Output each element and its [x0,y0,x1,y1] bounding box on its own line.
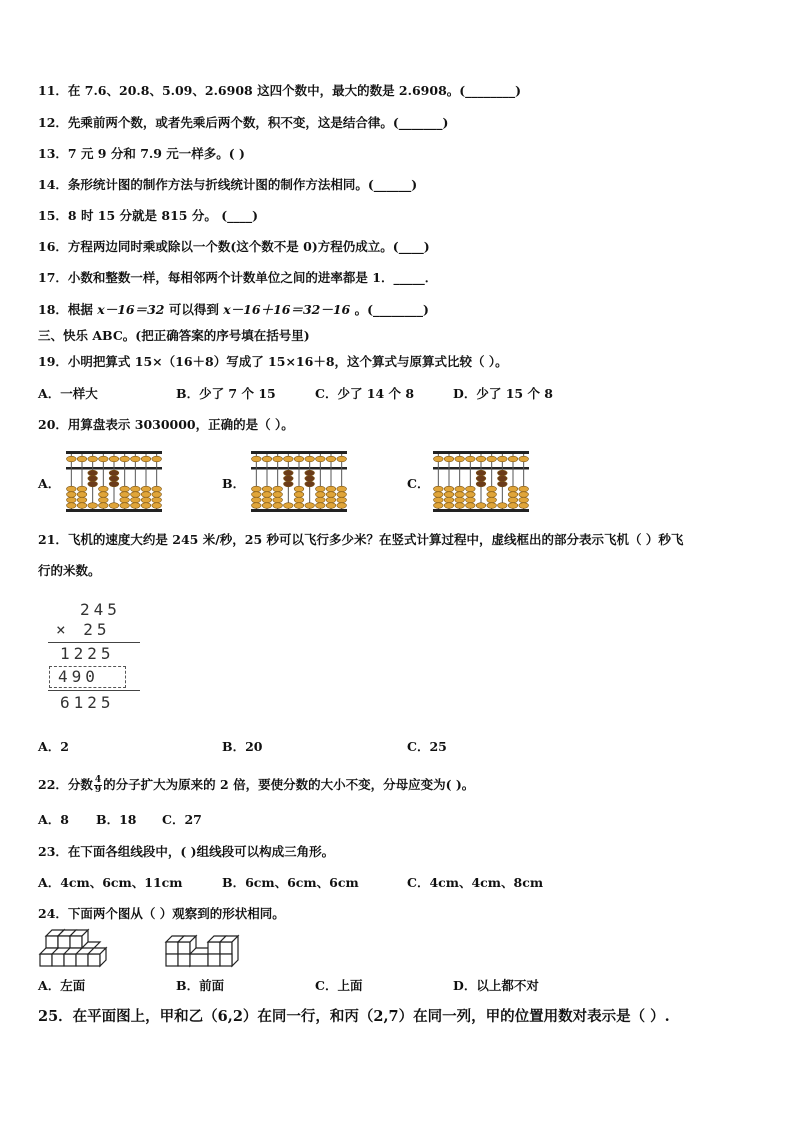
abacus-bead [109,476,119,482]
abacus-bead [77,456,87,462]
question-19: 19．小明把算式 15×（16＋8）写成了 15×16＋8，这个算式与原算式比较（ ）。 [38,354,508,369]
abacus-bead [131,486,141,492]
abacus-bead [444,503,454,509]
abacus-bead [284,476,294,482]
q22-suffix: 的分子扩大为原来的 2 倍，要使分数的大小不变，分母应变为( )。 [103,777,475,792]
abacus-bead [498,481,508,487]
abacus-bead [434,492,444,498]
abacus-bead [120,497,130,503]
abacus-bead [294,492,304,498]
question-13: 13．7 元 9 分和 7.9 元一样多。( ) [38,146,245,161]
calc-rule-1 [48,642,140,643]
abacus-bead [434,497,444,503]
abacus-bead [99,492,109,498]
abacus-bead [434,456,444,462]
abacus-bead [294,503,304,509]
abacus-bead [77,486,87,492]
abacus-bead [273,503,283,509]
abacus-bead [466,456,476,462]
abacus-bead [273,492,283,498]
abacus-bead [141,486,151,492]
abacus-bead [131,497,141,503]
abacus-bead [487,497,497,503]
q21-option-b[interactable]: B．20 [222,739,263,754]
q19-option-c[interactable]: C．少了 14 个 8 [315,386,415,401]
abacus-bead [519,492,529,498]
abacus-bead [337,497,347,503]
q24-figure-1-cubes [38,928,108,968]
question-24: 24．下面两个图从（ ）观察到的形状相同。 [38,906,285,921]
q20-option-b[interactable]: B． [222,476,246,491]
q19-option-b[interactable]: B．少了 7 个 15 [176,386,276,401]
q22-options [38,812,738,828]
abacus-bead [519,486,529,492]
abacus-bead [326,456,336,462]
abacus-bead [455,497,465,503]
question-16: 16．方程两边同时乘或除以一个数(这个数不是 0)方程仍成立。(____) [38,239,430,254]
abacus-bead [466,492,476,498]
abacus-bead [67,486,77,492]
abacus-bead [77,497,87,503]
abacus-bead [316,497,326,503]
abacus-bead [305,481,315,487]
abacus-top-frame [66,451,162,454]
abacus-bead [294,456,304,462]
abacus-bead [316,492,326,498]
abacus-bead [131,456,141,462]
abacus-bottom-frame [433,509,529,512]
abacus-bead [284,456,294,462]
abacus-top-frame [251,451,347,454]
abacus-c-image [433,451,529,513]
calc-row-6125: 6125 [60,693,115,712]
q22-numerator: 4 [94,775,102,785]
abacus-bead [273,497,283,503]
abacus-bead [337,456,347,462]
q23-option-c[interactable]: C．4cm、4cm、8cm [407,875,544,890]
abacus-bead [67,497,77,503]
abacus-bead [444,492,454,498]
abacus-bead [262,456,272,462]
q19-option-d[interactable]: D．少了 15 个 8 [453,386,553,401]
q19-options [38,386,738,402]
abacus-bead [466,497,476,503]
abacus-bead [305,470,315,476]
abacus-bead [152,456,162,462]
calc-row-times-25: × 25 [56,620,111,639]
abacus-bead [487,456,497,462]
abacus-bead [455,492,465,498]
abacus-bead [316,486,326,492]
question-23: 23．在下面各组线段中，( )组线段可以构成三角形。 [38,844,335,859]
abacus-bead [444,456,454,462]
abacus-bead [109,503,119,509]
abacus-bead [284,470,294,476]
abacus-bead [326,492,336,498]
abacus-bottom-frame [251,509,347,512]
abacus-bead [455,486,465,492]
abacus-bead [326,486,336,492]
abacus-bead [337,503,347,509]
abacus-bead [141,492,151,498]
abacus-bead [77,503,87,509]
q18-suffix: 。(________) [350,302,429,317]
abacus-bead [476,476,486,482]
question-18 [38,302,429,318]
calc-row-1225: 1225 [60,644,115,663]
abacus-bead [67,492,77,498]
abacus-bead [508,497,518,503]
q19-option-a[interactable]: A．一样大 [38,386,98,401]
abacus-bead [252,456,262,462]
calc-row-490: 490 [58,667,99,686]
abacus-bead [294,497,304,503]
abacus-bead [476,481,486,487]
abacus-bead [141,497,151,503]
abacus-bead [294,486,304,492]
abacus-bead [487,486,497,492]
abacus-bead [120,456,130,462]
abacus-bead [487,492,497,498]
abacus-bead [262,492,272,498]
q22-prefix: 22．分数 [38,777,93,792]
abacus-bead [99,486,109,492]
abacus-bead [519,456,529,462]
q18-equation-1: x－16＝32 [97,302,165,317]
abacus-bead [67,456,77,462]
abacus-bead [305,503,315,509]
q18-equation-2: x－16＋16＝32－16 [223,302,351,317]
abacus-bead [337,486,347,492]
q21-option-a[interactable]: A．2 [38,739,69,754]
q22-denominator: 9 [94,785,102,795]
abacus-bead [466,503,476,509]
abacus-b-image [251,451,347,513]
abacus-a-image [66,451,162,513]
abacus-bead [284,481,294,487]
abacus-bead [131,503,141,509]
abacus-bead [88,476,98,482]
abacus-bead [262,486,272,492]
q24-option-a[interactable]: A．左面 [38,978,86,993]
q22-option-c[interactable]: C．27 [162,812,202,827]
question-20: 20．用算盘表示 3030000，正确的是（ ）。 [38,417,294,432]
abacus-bottom-frame [66,509,162,512]
q20-option-a[interactable]: A． [38,476,61,491]
abacus-bead [498,470,508,476]
abacus-bead [434,486,444,492]
abacus-bead [305,476,315,482]
abacus-bead [88,481,98,487]
abacus-bead [152,492,162,498]
question-25: 25．在平面图上，甲和乙（6,2）在同一行，和丙（2,7）在同一列，甲的位置用数对表示是（ ）. [38,1008,670,1025]
section-3-heading: 三、快乐 ABC。(把正确答案的序号填在括号里) [38,328,310,343]
question-22 [38,773,474,797]
abacus-bead [444,486,454,492]
abacus-bead [466,486,476,492]
abacus-bead [434,503,444,509]
q18-mid: 可以得到 [164,302,224,317]
abacus-bead [508,456,518,462]
q24-option-b[interactable]: B．前面 [176,978,225,993]
question-12: 12．先乘前两个数，或者先乘后两个数，积不变，这是结合律。(_______) [38,115,449,130]
question-21-line-1: 21．飞机的速度大约是 245 米/秒，25 秒可以飞行多少米？在竖式计算过程中，虚线框出的部分表示飞机（ ）秒飞 [38,532,684,547]
abacus-bead [252,503,262,509]
abacus-bead [88,503,98,509]
q21-option-c[interactable]: C．25 [407,739,447,754]
abacus-bead [305,456,315,462]
abacus-bead [252,497,262,503]
abacus-bead [284,503,294,509]
abacus-bead [476,503,486,509]
question-21-line-2: 行的米数。 [38,563,101,578]
q23-option-b[interactable]: B．6cm、6cm、6cm [222,875,359,890]
abacus-bead [88,470,98,476]
question-11: 11．在 7.6、20.8、5.09、2.6908 这四个数中，最大的数是 2.6908。(________) [38,83,522,98]
abacus-bead [487,503,497,509]
abacus-bead [252,492,262,498]
q21-options [38,739,738,755]
q24-option-d[interactable]: D．以上都不对 [453,978,539,993]
abacus-bead [152,486,162,492]
question-17: 17．小数和整数一样，每相邻两个计数单位之间的进率都是 1．_____． [38,270,438,285]
abacus-bead [109,456,119,462]
calc-row-245: 245 [80,600,121,619]
abacus-bead [508,486,518,492]
q22-fraction [94,776,102,795]
q24-options [38,978,738,994]
abacus-bead [316,456,326,462]
abacus-bead [152,503,162,509]
abacus-bead [99,456,109,462]
abacus-bead [99,503,109,509]
abacus-bead [88,456,98,462]
abacus-bead [498,476,508,482]
abacus-bead [141,456,151,462]
q24-option-c[interactable]: C．上面 [315,978,363,993]
abacus-bead [273,456,283,462]
abacus-bead [326,503,336,509]
abacus-bead [252,486,262,492]
q22-option-a[interactable]: A．8 [38,812,69,827]
abacus-bead [131,492,141,498]
abacus-bead [120,492,130,498]
q21-vertical-calculation [46,598,146,718]
question-14: 14．条形统计图的制作方法与折线统计图的制作方法相同。(______) [38,177,418,192]
abacus-bead [109,481,119,487]
abacus-bead [99,497,109,503]
q24-figure-2-cubes [164,928,242,968]
abacus-bead [273,486,283,492]
q22-option-b[interactable]: B．18 [96,812,137,827]
question-15: 15．8 时 15 分就是 815 分。 (____) [38,208,259,223]
calc-rule-2 [48,690,140,691]
abacus-bead [77,492,87,498]
abacus-bead [444,497,454,503]
abacus-bead [120,503,130,509]
abacus-top-frame [433,451,529,454]
abacus-bead [508,503,518,509]
abacus-bead [109,470,119,476]
q23-options [38,875,738,891]
abacus-bead [455,503,465,509]
abacus-bead [326,497,336,503]
abacus-bead [152,497,162,503]
abacus-bead [316,503,326,509]
abacus-bead [476,456,486,462]
abacus-bead [120,486,130,492]
abacus-bead [519,497,529,503]
abacus-bead [262,503,272,509]
q18-prefix: 18．根据 [38,302,98,317]
abacus-bead [262,497,272,503]
q20-option-c[interactable]: C． [407,476,430,491]
abacus-bead [476,470,486,476]
abacus-bead [498,503,508,509]
abacus-bead [67,503,77,509]
abacus-bead [455,456,465,462]
q23-option-a[interactable]: A．4cm、6cm、11cm [38,875,183,890]
abacus-bead [519,503,529,509]
abacus-bead [141,503,151,509]
abacus-bead [508,492,518,498]
abacus-bead [337,492,347,498]
abacus-bead [498,456,508,462]
